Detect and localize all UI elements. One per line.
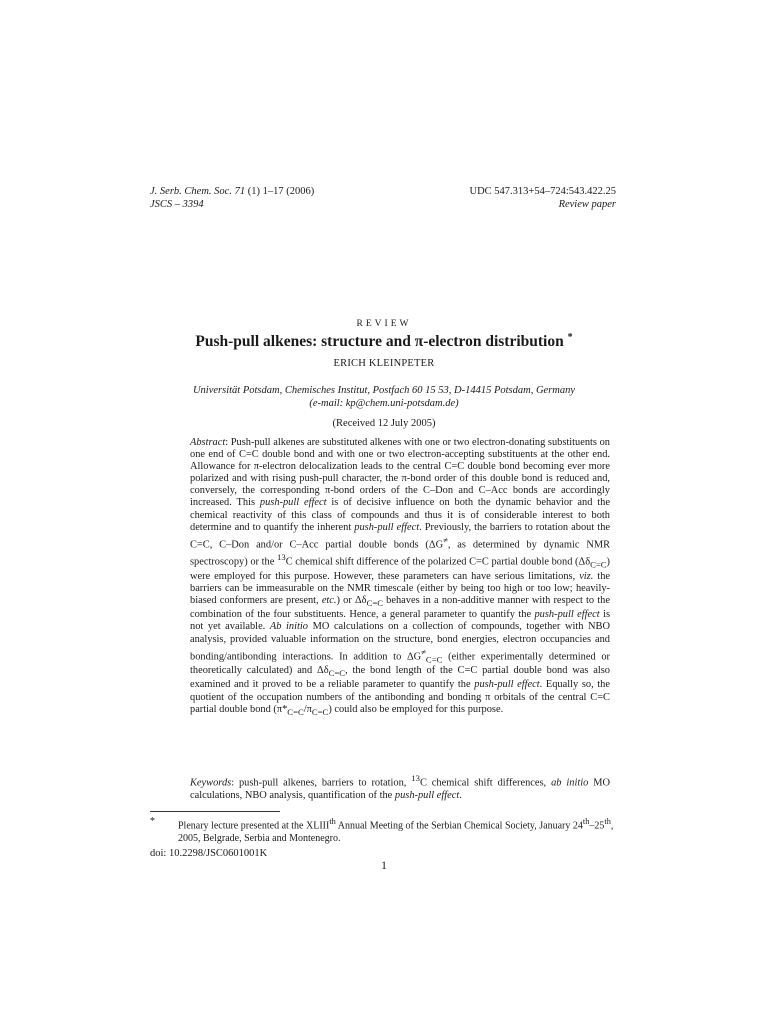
keywords-emphasis: push-pull effect	[394, 789, 460, 801]
abstract-lead: Abstract	[190, 437, 226, 448]
abstract-text: /π	[303, 703, 312, 715]
abstract-text: C chemical shift difference of the polarized C=C partial double bond (Δδ	[285, 556, 591, 568]
udc-code: UDC 547.313+54–724:543.422.25	[469, 186, 616, 197]
keywords	[190, 772, 610, 802]
keywords-text: : push-pull alkenes, barriers to rotation,	[231, 777, 412, 789]
keywords-text: C chemical shift differences,	[419, 777, 552, 789]
abstract-text: , the bond length of the C=C partial double bond was also examined and it proved to be a reliable parameter to quantify the	[190, 665, 610, 691]
abstract-text: is not yet available.	[190, 609, 610, 633]
abstract-text: the barriers can be immeasurable on the NMR timescale (either by being too high or too low; heavily-biased conformers are present,	[190, 570, 610, 607]
keywords-text: .	[459, 789, 462, 801]
abstract-text: . Previously, the barriers to rotation about the C=C, C–Don and/or C–Acc partial double bonds (ΔG	[190, 521, 610, 551]
journal-issue-pages: (1) 1–17 (2006)	[247, 186, 315, 197]
abstract-sub: C=C	[328, 668, 346, 679]
abstract	[190, 437, 610, 718]
abstract-text: MO calculations on a collection of compounds, together with NBO analysis, provided valuable information on the structure, bond energies, electron occupancies and bonding/antibonding interactions. In addition to ΔG	[190, 621, 610, 663]
abstract-sub: C=C	[590, 559, 607, 570]
abstract-sup: ≠	[443, 534, 448, 545]
journal-name: J. Serb. Chem. Soc.	[150, 186, 232, 197]
title-footnote-mark: *	[567, 332, 573, 343]
abstract-emphasis: push-pull effect	[474, 679, 540, 691]
keywords-lead: Keywords	[190, 777, 232, 789]
abstract-emphasis: push-pull effect	[259, 497, 327, 509]
abstract-text: (either experimentally determined or theoretically calculated) and Δδ	[190, 651, 610, 677]
received-date: (Received 12 July 2005)	[332, 418, 436, 429]
udc-block	[469, 185, 616, 211]
paper-title	[0, 332, 768, 351]
keywords-emphasis: ab initio	[551, 777, 589, 789]
abstract-sub: C=C	[366, 598, 383, 609]
abstract-text: behaves in a non-additive manner with respect to the combination of the four substituents. Hence, a general parameter to quantify the	[190, 595, 610, 621]
page-number: 1	[381, 860, 387, 872]
abstract-sup: ≠	[421, 646, 426, 657]
author: ERICH KLEINPETER	[333, 358, 435, 369]
footnote-part: , 2005, Belgrade, Serbia and Montenegro.	[178, 820, 614, 845]
footnote-sup: th	[604, 817, 611, 826]
footnote-part: –25	[589, 820, 605, 832]
abstract-emphasis: push-pull effect	[534, 609, 600, 621]
journal-citation	[150, 185, 314, 211]
abstract-emphasis: push-pull effect	[354, 521, 420, 533]
journal-volume: 71	[234, 186, 246, 197]
abstract-emphasis: viz.	[579, 570, 594, 582]
footnote-text	[150, 815, 620, 845]
section-kicker: REVIEW	[356, 319, 412, 329]
abstract-sub: C=C	[425, 654, 443, 665]
footnote-divider	[150, 811, 280, 812]
footnote	[150, 815, 620, 845]
affiliation-email: (e-mail: kp@chem.uni-potsdam.de)	[309, 398, 459, 409]
abstract-text: is of decisive influence on both the dynamic behavior and the chemical reactivity of this class of compounds and thus it is of considerable interest to both determine and to quantify the inherent	[190, 497, 610, 533]
paper-title-text: Push-pull alkenes: structure and π-electron distribution	[195, 333, 564, 351]
abstract-text: ) or Δδ	[336, 595, 367, 607]
abstract-text: ) were employed for this purpose. However, these parameters can have serious limitations,	[190, 556, 610, 582]
affiliation	[0, 384, 768, 410]
abstract-text: . Equally so, the quotient of the occupation numbers of the antibonding and bonding π orbitals of the central C=C partial double bond (π*	[190, 679, 610, 715]
doi: doi: 10.2298/JSC0601001K	[150, 848, 268, 859]
abstract-text: , as determined by dynamic NMR spectroscopy) or the	[190, 539, 610, 568]
footnote-mark: *	[150, 816, 155, 827]
jscs-number: JSCS – 3394	[150, 199, 204, 210]
keywords-sup: 13	[411, 773, 420, 783]
abstract-text: ) could also be employed for this purpose.	[328, 703, 504, 715]
footnote-sup: th	[329, 817, 336, 826]
abstract-sup: 13	[277, 552, 286, 563]
abstract-emphasis: etc.	[321, 595, 337, 607]
abstract-sub: C=C	[311, 706, 329, 717]
footnote-part: Plenary lecture presented at the XLIII	[178, 820, 330, 832]
paper-type: Review paper	[558, 199, 616, 210]
keywords-text: MO calculations, NBO analysis, quantification of the	[190, 777, 610, 801]
footnote-sup: th	[582, 817, 590, 826]
abstract-sub: C=C	[287, 706, 304, 717]
footnote-part: Annual Meeting of the Serbian Chemical Society, January 24	[335, 820, 583, 832]
abstract-emphasis: Ab initio	[269, 621, 308, 633]
abstract-text: : Push-pull alkenes are substituted alkenes with one or two electron-donating substituents on one end of C=C double bond and with one or two electron-accepting substituents at the other end. Allowance for π-electron delocalization leads to the central C=C double bond becoming ever more polarized and with rising push-pull character, the π-bond order of this double bond is reduced and, conversely, the corresponding π-bond orders of the C–Don and C–Acc bonds are accordingly increased. This	[190, 437, 610, 509]
affiliation-address: Universität Potsdam, Chemisches Institut, Postfach 60 15 53, D-14415 Potsdam, Germany	[192, 385, 576, 396]
